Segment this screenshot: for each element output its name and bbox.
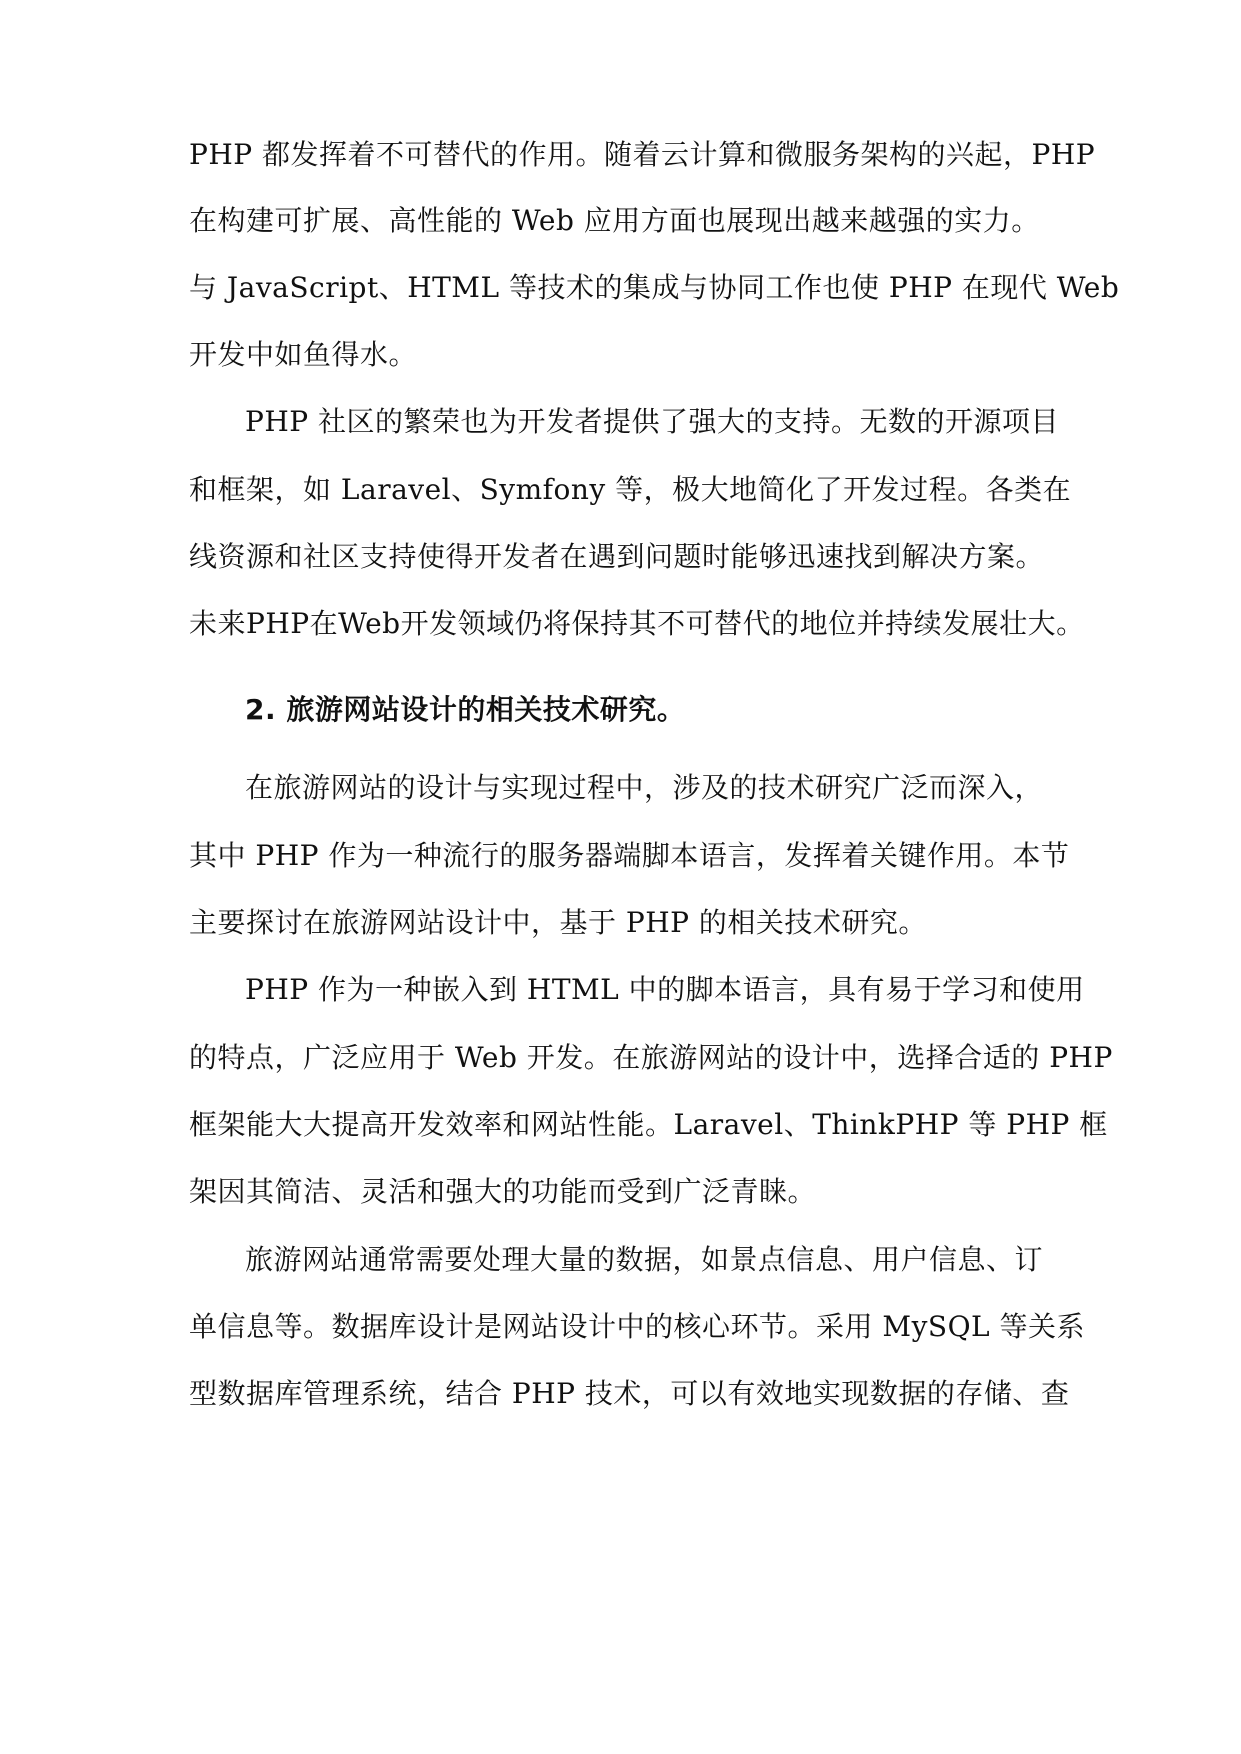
- text-line: 架因其简洁、灵活和强大的功能而受到广泛青睐。: [189, 1175, 817, 1208]
- text-line: 在构建可扩展、高性能的 Web 应用方面也展现出越来越强的实力。: [189, 204, 1040, 237]
- text-line: 未来PHP在Web开发领域仍将保持其不可替代的地位并持续发展壮大。: [189, 607, 1085, 640]
- text-line: PHP 社区的繁荣也为开发者提供了强大的支持。无数的开源项目: [245, 405, 1060, 438]
- text-line: 和框架，如 Laravel、Symfony 等，极大地简化了开发过程。各类在: [189, 473, 1072, 506]
- text-line: PHP 作为一种嵌入到 HTML 中的脚本语言，具有易于学习和使用: [245, 973, 1085, 1006]
- text-line: 旅游网站通常需要处理大量的数据，如景点信息、用户信息、订: [245, 1243, 1044, 1276]
- text-line: 主要探讨在旅游网站设计中，基于 PHP 的相关技术研究。: [189, 906, 927, 939]
- text-line: 其中 PHP 作为一种流行的服务器端脚本语言，发挥着关键作用。本节: [189, 839, 1070, 872]
- text-line: 单信息等。数据库设计是网站设计中的核心环节。采用 MySQL 等关系: [189, 1310, 1086, 1343]
- text-line: 线资源和社区支持使得开发者在遇到问题时能够迅速找到解决方案。: [189, 540, 1045, 573]
- text-line: 型数据库管理系统，结合 PHP 技术，可以有效地实现数据的存储、查: [189, 1377, 1070, 1410]
- section-heading: 2. 旅游网站设计的相关技术研究。: [245, 693, 686, 726]
- text-line: 的特点，广泛应用于 Web 开发。在旅游网站的设计中，选择合适的 PHP: [189, 1041, 1113, 1074]
- text-line: 开发中如鱼得水。: [189, 338, 418, 371]
- text-line: PHP 都发挥着不可替代的作用。随着云计算和微服务架构的兴起，PHP: [189, 138, 1096, 171]
- text-line: 框架能大大提高开发效率和网站性能。Laravel、ThinkPHP 等 PHP 框: [189, 1108, 1108, 1141]
- text-line: 在旅游网站的设计与实现过程中，涉及的技术研究广泛而深入，: [245, 771, 1044, 804]
- text-line: 与 JavaScript、HTML 等技术的集成与协同工作也使 PHP 在现代 Web: [189, 271, 1120, 304]
